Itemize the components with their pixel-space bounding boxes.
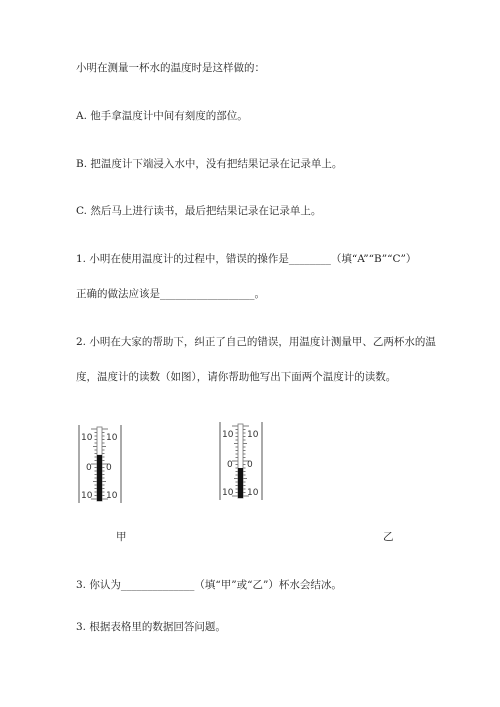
question-3b-text: 3. 根据表格里的数据回答问题。 <box>76 621 226 633</box>
question-1-line-1: 1. 小明在使用温度计的过程中，错误的操作是________（填“A”“B”“C”） <box>76 253 417 265</box>
thermometer-jia-caption: 甲 <box>116 531 127 543</box>
question-1-line-2: 正确的做法应该是__________________。 <box>76 288 265 300</box>
question-2-line-2: 度，温度计的读数（如图），请你帮助他写出下面两个温度计的读数。 <box>76 371 397 383</box>
thermometer-jia-liquid-column <box>97 455 102 501</box>
thermometer-jia-label-right-zero: 0 <box>106 463 112 473</box>
thermometer-jia-label-right-bottom: 10 <box>106 491 118 501</box>
thermometer-yi-label-right-top: 10 <box>247 430 259 440</box>
thermometer-jia-figure <box>77 425 123 503</box>
thermometer-jia-label-left-bottom: 10 <box>81 491 93 501</box>
option-b-text: B. 把温度计下端浸入水中，没有把结果记录在记录单上。 <box>76 158 343 170</box>
thermometer-yi-label-left-top: 10 <box>222 430 234 440</box>
intro-text: 小明在测量一杯水的温度时是这样做的： <box>76 62 265 74</box>
thermometer-yi-label-right-bottom: 10 <box>247 488 259 498</box>
thermometer-jia-label-left-zero: 0 <box>86 463 92 473</box>
option-a-text: A. 他手拿温度计中间有刻度的部位。 <box>76 110 248 122</box>
thermometer-yi-liquid-column <box>238 468 243 498</box>
thermometer-yi-caption: 乙 <box>383 531 394 543</box>
thermometer-yi-label-right-zero: 0 <box>247 460 253 470</box>
thermometer-yi-label-left-zero: 0 <box>227 460 233 470</box>
thermometer-yi-figure <box>218 422 264 500</box>
question-2-line-1: 2. 小明在大家的帮助下，纠正了自己的错误，用温度计测量甲、乙两杯水的温 <box>76 336 436 348</box>
thermometer-yi-label-left-bottom: 10 <box>222 488 234 498</box>
thermometer-jia-label-left-top: 10 <box>81 433 93 443</box>
thermometer-jia-label-right-top: 10 <box>106 433 118 443</box>
question-3-text: 3. 你认为______________（填“甲”或“乙”）杯水会结冰。 <box>76 579 342 591</box>
option-c-text: C. 然后马上进行读书，最后把结果记录在记录单上。 <box>76 205 322 217</box>
